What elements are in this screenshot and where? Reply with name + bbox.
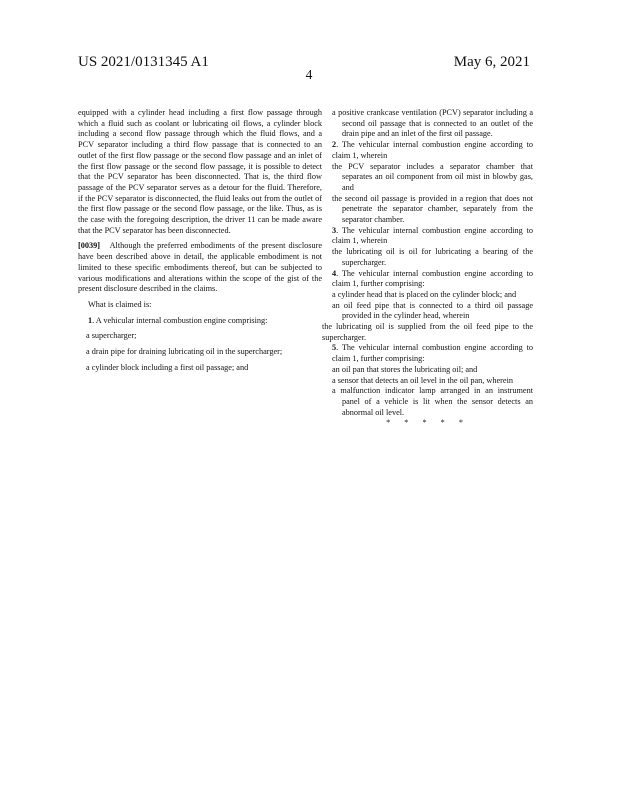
paragraph-text: Although the preferred embodiments of the present disclosure have been described above in detail, the applicable embodiment is not limited to these specific embodiments thereof, but can be subjected to various modifications and alterations within the scope of the gist of the present disclosure described in the claims. bbox=[78, 241, 323, 294]
claim-5-item: a sensor that detects an oil level in the oil pan, wherein bbox=[332, 375, 513, 385]
claim-number: 2 bbox=[332, 140, 337, 150]
claim-4-item: a cylinder head that is placed on the cylinder block; and bbox=[332, 289, 517, 299]
claim-number: 5 bbox=[332, 343, 337, 353]
claim-preamble: . The vehicular internal combustion engine according to claim 1, wherein bbox=[332, 140, 533, 160]
claim-1-item: a positive crankcase ventilation (PCV) separator including a second oil passage that is connected to an outlet of the drain pipe and an inlet of the first oil passage. bbox=[332, 108, 533, 139]
paragraph-0039 bbox=[78, 241, 322, 295]
claim-5-item: an oil pan that stores the lubricating oil; and bbox=[332, 364, 478, 374]
claim-number: 4 bbox=[332, 268, 337, 278]
claim-preamble: . The vehicular internal combustion engine according to claim 1, wherein bbox=[332, 225, 533, 246]
claim-preamble: . A vehicular internal combustion engine comprising: bbox=[92, 315, 268, 325]
claim-5-item: a malfunction indicator lamp arranged in an instrument panel of a vehicle is lit when the sensor detects an abnormal oil level. bbox=[332, 386, 533, 417]
claim-3-item: the lubricating oil is oil for lubricating a bearing of the supercharger. bbox=[332, 247, 533, 267]
end-marks: * * * * * bbox=[386, 418, 469, 428]
claims-heading: What is claimed is: bbox=[88, 299, 152, 309]
claim-1 bbox=[78, 316, 322, 327]
continuation-paragraph: equipped with a cylinder head including a first flow passage through which a fluid such as coolant or lubricating oil flows, a cylinder block including a second flow passage through which the fluid flows, and a PCV separator including a third flow passage that is connected to an outlet of the first flow passage or the second flow passage and an inlet of the first flow passage or the second flow passage, it is possible to detect that the PCV separator has been disconnected. That is, the third flow passage of the PCV separator serves as a detour for the fluid. Therefore, if the PCV separator is disconnected, the fluid leaks out from the outlet of the first flow passage or the second flow passage, or the like. Thus, as is the case with the foregoing description, the driver 11 can be made aware that the PCV separator has been disconnected. bbox=[78, 108, 322, 235]
right-column bbox=[322, 108, 533, 429]
claim-2-item: the PCV separator includes a separator chamber that separates an oil component from oil mist in blowby gas, and bbox=[332, 161, 533, 192]
claim-3 bbox=[322, 226, 533, 247]
publication-number: US 2021/0131345 A1 bbox=[78, 54, 209, 70]
claim-5 bbox=[322, 343, 533, 364]
claim-1-item: a drain pipe for draining lubricating oil in the supercharger; bbox=[86, 347, 283, 357]
left-column bbox=[78, 108, 322, 373]
publication-date: May 6, 2021 bbox=[453, 54, 530, 70]
claim-4-tail: the lubricating oil is supplied from the oil feed pipe to the supercharger. bbox=[322, 322, 533, 342]
claim-preamble: . The vehicular internal combustion engine according to claim 1, further comprising: bbox=[332, 343, 533, 364]
claim-1-item: a cylinder block including a first oil passage; and bbox=[86, 362, 249, 372]
claim-number: 3 bbox=[332, 225, 337, 235]
claim-preamble: . The vehicular internal combustion engine according to claim 1, further comprising: bbox=[332, 268, 533, 289]
claim-4 bbox=[322, 269, 533, 290]
claim-4-item: an oil feed pipe that is connected to a third oil passage provided in the cylinder head, wherein bbox=[332, 300, 533, 321]
page-number: 4 bbox=[305, 67, 313, 82]
claim-2 bbox=[322, 140, 533, 161]
claim-2-item: the second oil passage is provided in a region that does not penetrate the separator chamber, separately from the separator chamber. bbox=[332, 193, 533, 225]
claim-1-item: a supercharger; bbox=[86, 331, 137, 341]
claim-number: 1 bbox=[88, 315, 93, 325]
paragraph-tag: [0039] bbox=[78, 241, 100, 251]
